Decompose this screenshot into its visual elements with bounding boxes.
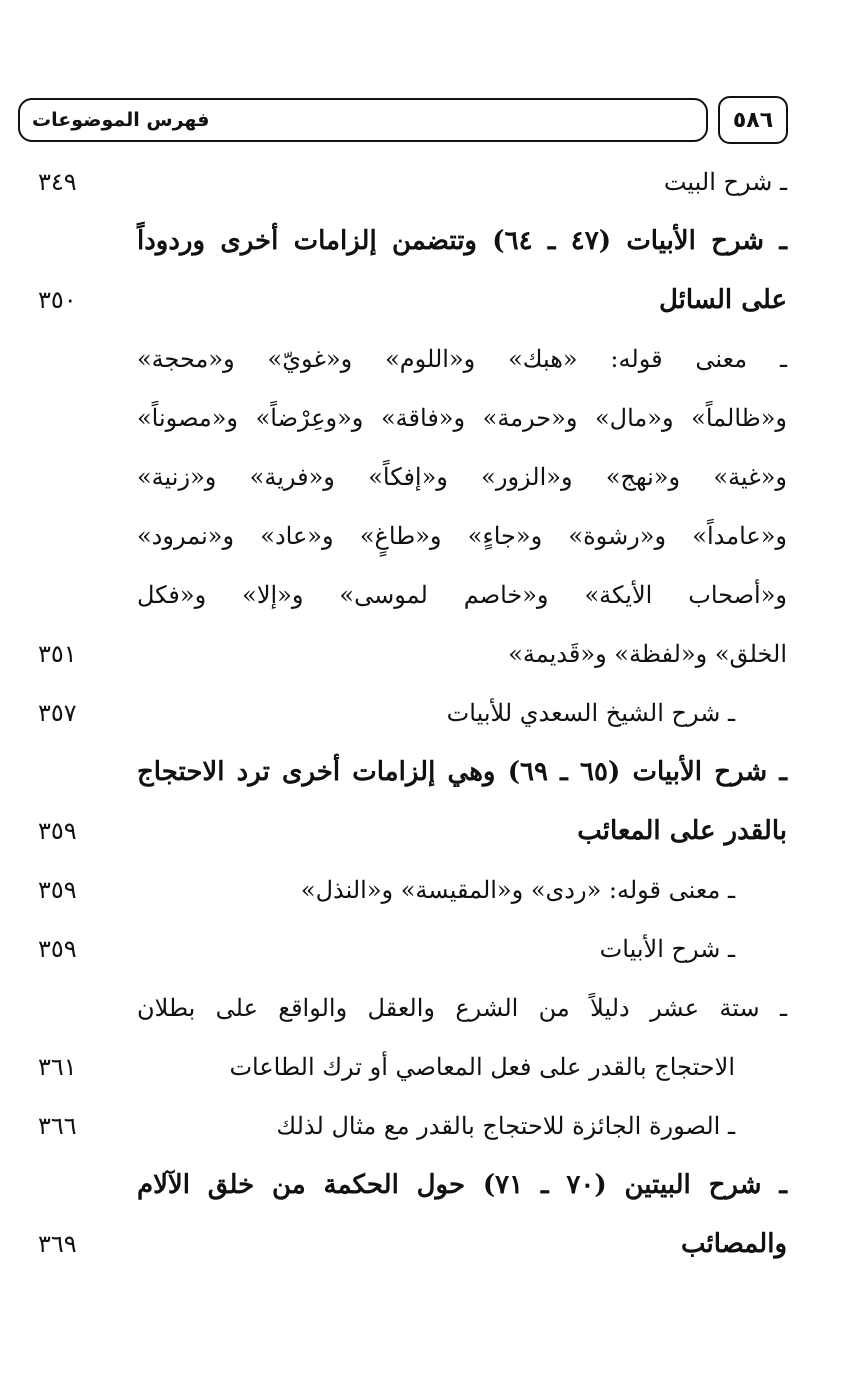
- entry-text: ـ شرح الشيخ السعدي للأبيات: [446, 699, 735, 727]
- entry-text: ـ شرح البيت: [663, 168, 787, 196]
- entry-text: ـ الصورة الجائزة للاحتجاج بالقدر مع مثال لذلك: [276, 1112, 735, 1140]
- entry-text: ـ شرح الأبيات (٦٥ ـ ٦٩) وهي إلزامات أخرى ترد الاحتجاج: [137, 757, 787, 787]
- entry-text: ـ معنى قوله: «هبك» و«اللوم» و«غويّ» و«محجة»: [137, 345, 787, 373]
- entry-page: ٣٦١: [38, 1053, 77, 1081]
- running-header: [18, 98, 708, 142]
- toc-entry: [0, 981, 855, 1040]
- toc-entry: [0, 155, 855, 214]
- entry-text: ـ شرح الأبيات: [599, 935, 735, 963]
- entry-text: ـ معنى قوله: «ردى» و«المقيسة» و«النذل»: [300, 876, 735, 904]
- toc-entry: [0, 686, 855, 745]
- entry-text: على السائل: [658, 285, 787, 315]
- entry-text: بالقدر على المعائب: [577, 816, 787, 846]
- page-number: ٥٨٦: [718, 96, 788, 144]
- toc-entry: [0, 1099, 855, 1158]
- entry-text: و«عامداً» و«رشوة» و«جاءٍ» و«طاغٍ» و«عاد» و«نمرود»: [137, 522, 787, 550]
- entry-text: و«ظالماً» و«مال» و«حرمة» و«فاقة» و«وعِرْضاً» و«مصوناً»: [137, 404, 787, 432]
- section-title: فهرس الموضوعات: [32, 109, 210, 131]
- entry-text: و«أصحاب الأيكة» و«خاصم لموسى» و«إلا» و«فكل: [137, 581, 787, 609]
- toc-entry: [0, 214, 855, 273]
- entry-text: الخلق» و«لفظة» و«قَديمة»: [508, 640, 787, 668]
- toc-entry: [0, 332, 855, 391]
- toc-entry: [0, 745, 855, 804]
- toc-entry: [0, 1040, 855, 1099]
- toc-entry: [0, 509, 855, 568]
- entry-page: ٣٥٠: [38, 286, 77, 314]
- entry-page: ٣٦٦: [38, 1112, 77, 1140]
- toc-entry: [0, 450, 855, 509]
- toc-entry: [0, 391, 855, 450]
- entry-text: ـ شرح الأبيات (٤٧ ـ ٦٤) وتتضمن إلزامات أخرى وردوداً: [137, 226, 787, 256]
- entry-page: ٣٥٧: [38, 699, 77, 727]
- toc-entry: [0, 1217, 855, 1276]
- entry-page: ٣٥١: [38, 640, 77, 668]
- entry-text: ـ ستة عشر دليلاً من الشرع والعقل والواقع على بطلان: [137, 994, 787, 1022]
- toc-entry: [0, 804, 855, 863]
- toc-entry: [0, 863, 855, 922]
- entry-page: ٣٥٩: [38, 817, 77, 845]
- toc-entry: [0, 568, 855, 627]
- entry-text: ـ شرح البيتين (٧٠ ـ ٧١) حول الحكمة من خلق الآلام: [137, 1170, 787, 1200]
- entry-text: و«غية» و«نهج» و«الزور» و«إفكاً» و«فرية» و«زنية»: [137, 463, 787, 491]
- toc-entry: [0, 273, 855, 332]
- toc-entry: [0, 627, 855, 686]
- toc-list: [0, 155, 855, 1276]
- entry-page: ٣٦٩: [38, 1230, 77, 1258]
- toc-entry: [0, 1158, 855, 1217]
- entry-text: والمصائب: [681, 1229, 787, 1259]
- entry-page: ٣٥٩: [38, 876, 77, 904]
- toc-entry: [0, 922, 855, 981]
- entry-text: الاحتجاج بالقدر على فعل المعاصي أو ترك الطاعات: [229, 1053, 735, 1081]
- entry-page: ٣٤٩: [38, 168, 77, 196]
- entry-page: ٣٥٩: [38, 935, 77, 963]
